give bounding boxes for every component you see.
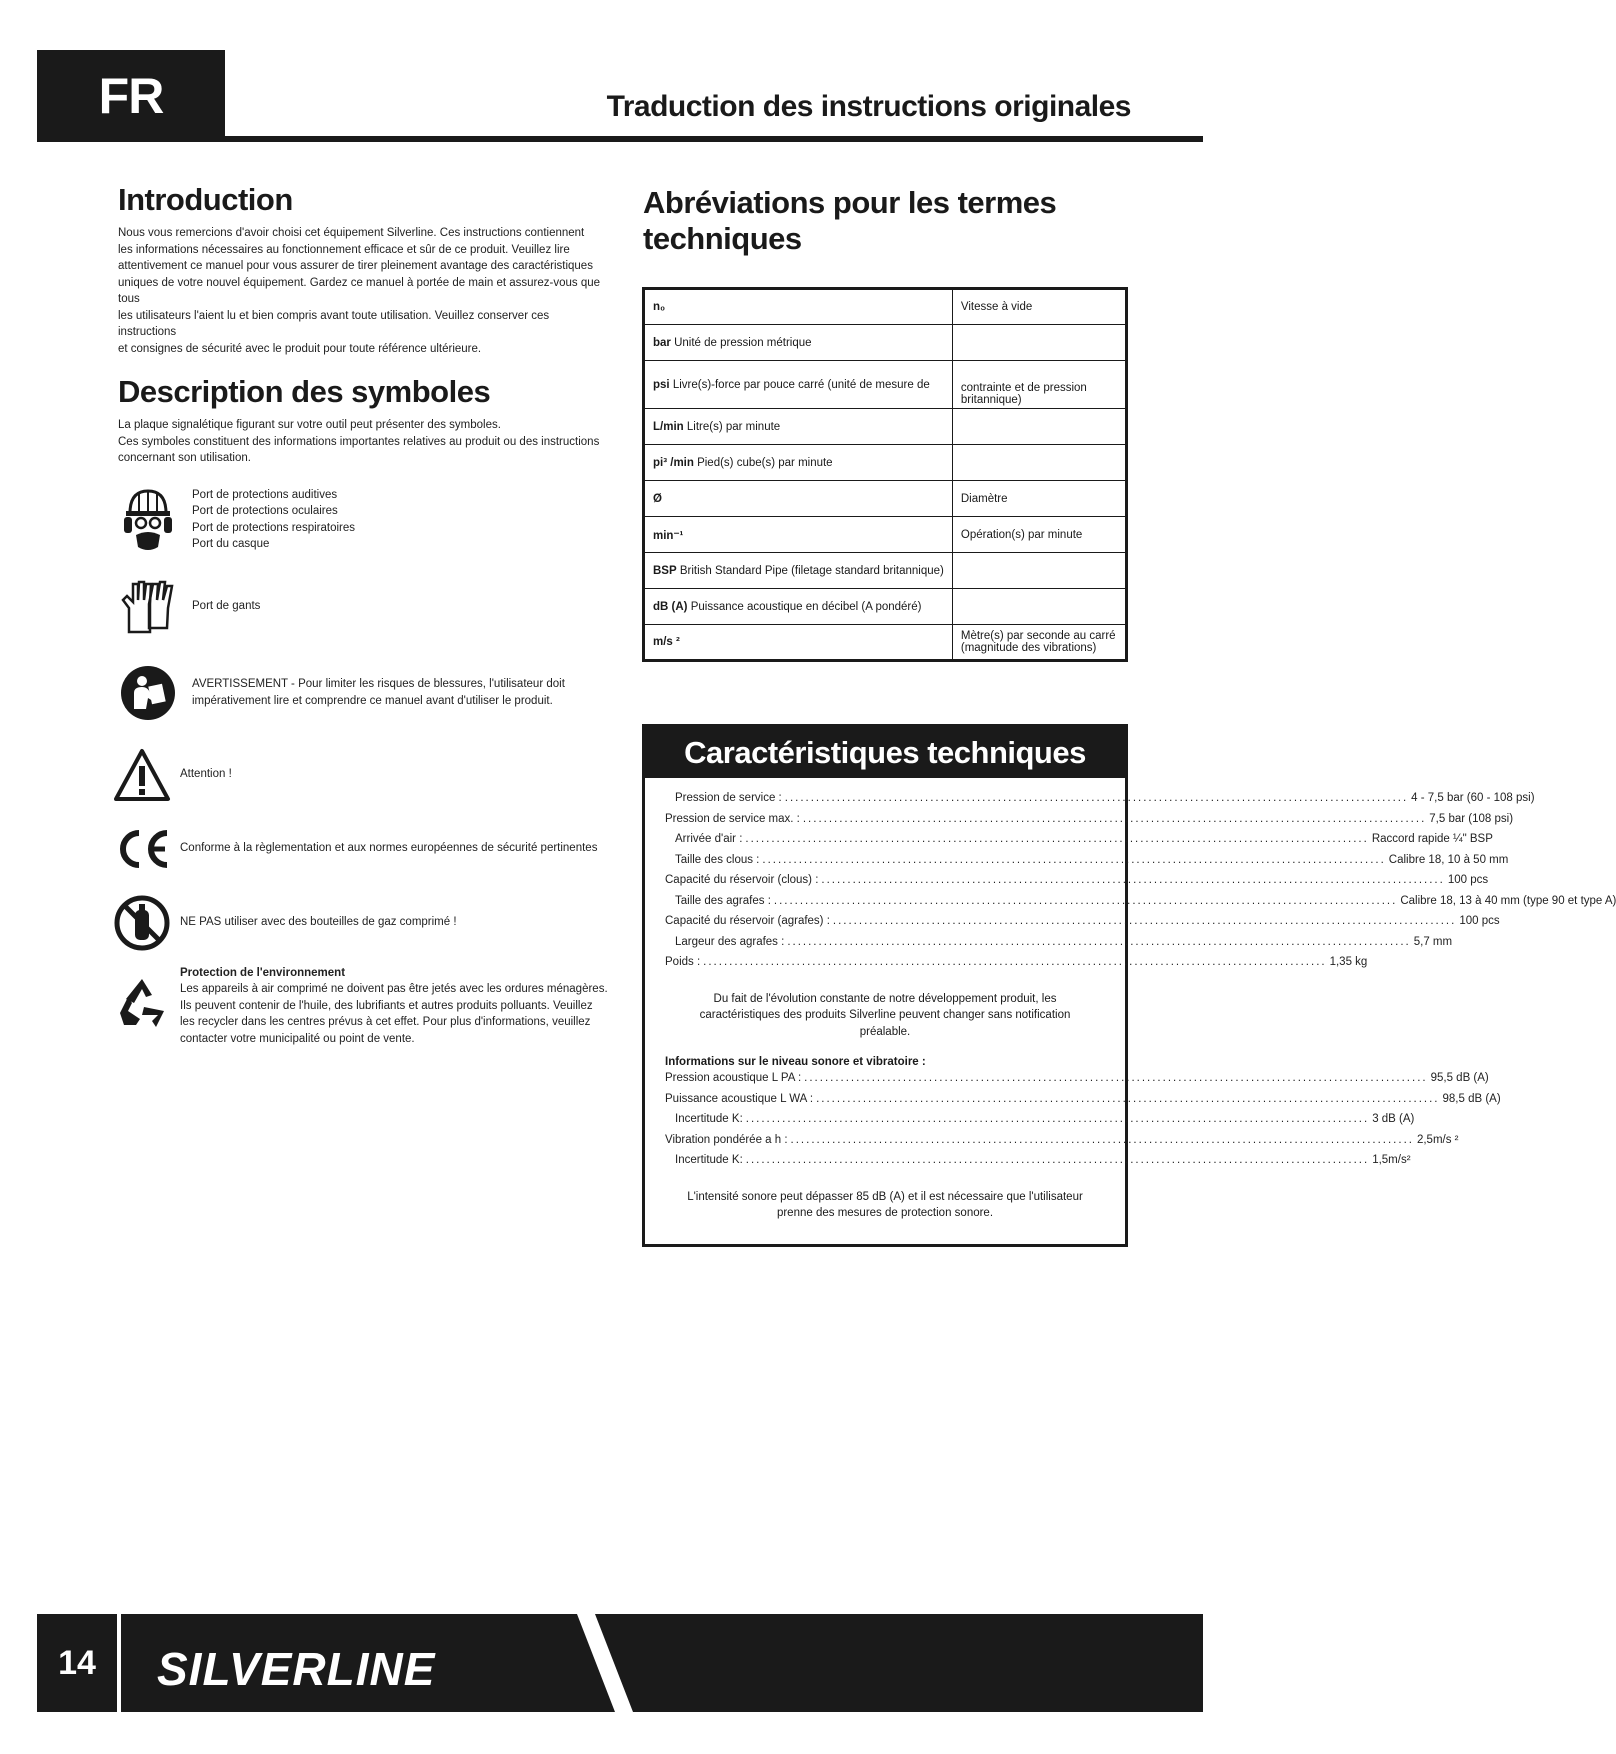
- text-line: les informations nécessaires au fonctionnement efficace et sûr de ce produit. Veuillez lire: [118, 243, 570, 256]
- introduction-text: [118, 225, 608, 357]
- no-gas-cylinder-icon: [112, 891, 172, 955]
- text-line: et consignes de sécurité avec le produit pour toute référence ultérieure.: [118, 342, 482, 355]
- symbol-ppe: [118, 487, 608, 553]
- text-line: Port de protections respiratoires: [192, 521, 355, 534]
- abbreviation-code: bar: [653, 336, 671, 349]
- text-line: prenne des mesures de protection sonore.: [776, 1207, 994, 1219]
- abbreviations-title: Abréviations pour les termes techniques: [643, 185, 1057, 256]
- abbreviation-desc-cell: [952, 589, 1126, 625]
- page-number: 14: [58, 1643, 96, 1682]
- spec-value: 5,7 mm: [1413, 935, 1453, 948]
- spec-label: Pression de service :: [675, 792, 782, 804]
- text-line: les utilisateurs l'aient lu et bien compris avant toute utilisation. Veuillez conserver ces instructions: [118, 309, 550, 339]
- abbreviation-desc-cell: Mètre(s) par seconde au carré (magnitude des vibrations): [952, 625, 1126, 661]
- abbreviation-inline-desc: Unité de pression métrique: [670, 336, 812, 349]
- abbreviation-inline-desc: Livre(s)-force par pouce carré (unité de mesure de: [669, 378, 930, 391]
- language-tab: FR: [37, 50, 225, 141]
- abbreviation-term-cell: [644, 361, 953, 409]
- abbreviation-row: [644, 445, 1127, 481]
- abbreviation-row: [644, 481, 1127, 517]
- symbol-gloves: [118, 575, 608, 639]
- symbol-ce: [112, 817, 608, 881]
- environment-text: [180, 965, 608, 1048]
- ppe-head-icon: [118, 488, 178, 552]
- spec-line: [665, 911, 1500, 932]
- spec-label: Puissance acoustique L WA :: [665, 1092, 814, 1105]
- spec-line: [665, 1068, 1489, 1089]
- brand-swoosh-icon: [537, 1614, 657, 1712]
- abbreviation-code: Ø: [653, 492, 662, 505]
- spec-line: [665, 952, 1368, 973]
- abbreviation-row: [644, 325, 1127, 361]
- footer-separator: [117, 1614, 121, 1712]
- text-line: AVERTISSEMENT - Pour limiter les risques de blessures, l'utilisateur doit: [192, 678, 565, 691]
- abbreviation-code: n₀: [653, 301, 666, 313]
- spec-label: Poids :: [665, 956, 701, 968]
- abbreviation-desc-cell: [952, 445, 1126, 481]
- footer-bar: [37, 1614, 1203, 1712]
- spec-line: [665, 1150, 1411, 1171]
- abbreviation-row: [644, 361, 1127, 409]
- leader-dots: ........................................................................................................................: [821, 874, 1445, 886]
- abbreviation-term-cell: [644, 517, 953, 553]
- sound-vibration-title: Informations sur le niveau sonore et vibratoire :: [665, 1056, 926, 1068]
- text-line: contacter votre municipalité ou point de vente.: [180, 1032, 415, 1045]
- text-line: Nous vous remercions d'avoir choisi cet équipement Silverline. Ces instructions contiennent: [118, 227, 585, 240]
- leader-dots: ........................................................................................................................: [784, 792, 1409, 804]
- text-line: Port de protections oculaires: [192, 505, 338, 518]
- spec-value: 1,35 kg: [1329, 956, 1368, 968]
- spec-value: 3 dB (A): [1372, 1113, 1415, 1125]
- text-line: Port de protections auditives: [192, 488, 338, 501]
- leader-dots: ........................................................................................................................: [832, 915, 1457, 927]
- spec-value: 4 - 7,5 bar (60 - 108 psi): [1411, 792, 1535, 804]
- ppe-text: [192, 487, 355, 553]
- abbreviation-desc-cell: contrainte et de pression britannique): [952, 361, 1126, 409]
- spec-line: [665, 829, 1493, 850]
- abbreviations-table: [642, 287, 1128, 662]
- spec-label: Pression de service max. :: [665, 812, 800, 825]
- text-line: Les appareils à air comprimé ne doivent pas être jetés avec les ordures ménagères.: [180, 983, 608, 996]
- symbol-environment: [112, 965, 608, 1048]
- abbreviation-desc-cell: [952, 325, 1126, 361]
- leader-dots: ........................................................................................................................: [804, 1072, 1428, 1084]
- spec-note: [665, 991, 1105, 1041]
- spec-line: [665, 891, 1616, 912]
- spec-line: [665, 1089, 1501, 1110]
- read-manual-icon: [118, 661, 178, 725]
- text-line: impérativement lire et comprendre ce manuel avant d'utiliser le produit.: [192, 694, 553, 707]
- gloves-text: Port de gants: [192, 600, 261, 613]
- abbreviation-inline-desc: Puissance acoustique en décibel (A pondéré): [687, 600, 922, 613]
- text-line: L'intensité sonore peut dépasser 85 dB (A) et il est nécessaire que l'utilisateur: [687, 1190, 1083, 1203]
- spec-line: [665, 1109, 1415, 1130]
- abbreviation-inline-desc: Litre(s) par minute: [683, 420, 781, 433]
- text-line: caractéristiques des produits Silverline peuvent changer sans notification préalable.: [699, 1009, 1071, 1038]
- abbreviation-row: [644, 409, 1127, 445]
- leader-dots: ........................................................................................................................: [787, 935, 1411, 948]
- text-line: Du fait de l'évolution constante de notre développement produit, les: [713, 992, 1057, 1005]
- abbreviation-desc-cell: [952, 409, 1126, 445]
- spec-label: Capacité du réservoir (clous) :: [665, 874, 819, 886]
- specifications-title: Caractéristiques techniques: [645, 727, 1125, 778]
- symbol-gas: [112, 891, 608, 955]
- spec-line: [665, 788, 1535, 809]
- abbreviation-row: [644, 625, 1127, 661]
- leader-dots: ........................................................................................................................: [762, 853, 1386, 866]
- spec-value: 7,5 bar (108 psi): [1429, 812, 1514, 825]
- text-line: attentivement ce manuel pour vous assurer de tirer pleinement avantage des caractéristiques: [118, 260, 593, 273]
- abbreviation-inline-desc: Pied(s) cube(s) par minute: [693, 456, 833, 469]
- spec-label: Taille des agrafes :: [675, 894, 771, 907]
- brand-logo: SILVERLINE: [157, 1643, 436, 1695]
- leader-dots: ........................................................................................................................: [745, 1154, 1370, 1166]
- text-line: La plaque signalétique figurant sur votre outil peut présenter des symboles.: [118, 419, 501, 432]
- ce-mark-icon: [112, 817, 172, 881]
- abbreviation-desc-cell: [952, 553, 1126, 589]
- abbreviation-term-cell: [644, 481, 953, 517]
- ce-text: Conforme à la règlementation et aux normes européennes de sécurité pertinentes: [180, 842, 598, 855]
- abbreviation-code: psi: [653, 378, 670, 391]
- abbreviation-code: L/min: [653, 420, 684, 433]
- text-line: concernant son utilisation.: [118, 452, 251, 465]
- leader-dots: ........................................................................................................................: [816, 1092, 1440, 1105]
- leader-dots: ........................................................................................................................: [703, 956, 1327, 968]
- spec-value: 1,5m/s²: [1372, 1154, 1411, 1166]
- spec-label: Capacité du réservoir (agrafes) :: [665, 915, 830, 927]
- gas-text: NE PAS utiliser avec des bouteilles de gaz comprimé !: [180, 916, 457, 929]
- abbreviation-code: m/s ²: [653, 636, 680, 648]
- symbols-text: [118, 417, 608, 467]
- symbol-attention: [112, 743, 608, 807]
- abbreviation-term-cell: [644, 289, 953, 325]
- abbreviation-code: BSP: [653, 564, 677, 577]
- abbreviation-code: min⁻¹: [653, 529, 684, 542]
- abbreviation-row: [644, 589, 1127, 625]
- abbreviation-term-cell: [644, 325, 953, 361]
- introduction-title: Introduction: [118, 182, 293, 217]
- spec-value: 2,5m/s ²: [1416, 1133, 1459, 1146]
- manual-text: [192, 676, 565, 709]
- left-column: [118, 183, 608, 1047]
- text-line: Ces symboles constituent des informations importantes relatives au produit ou des instructions: [118, 435, 600, 448]
- spec-value: Calibre 18, 10 à 50 mm: [1388, 853, 1509, 866]
- abbreviation-term-cell: [644, 409, 953, 445]
- recycle-icon: [112, 971, 172, 1035]
- text-line: Port du casque: [192, 538, 270, 551]
- abbreviation-term-cell: [644, 589, 953, 625]
- spec-value: 95,5 dB (A): [1430, 1072, 1489, 1084]
- abbreviation-desc-cell: Vitesse à vide: [952, 289, 1126, 325]
- text-line: les recycler dans les centres prévus à cet effet. Pour plus d'informations, veuillez: [180, 1016, 591, 1029]
- spec-label: Incertitude K:: [675, 1154, 743, 1166]
- page-header-title: Traduction des instructions originales: [606, 90, 1131, 123]
- specifications-box: [642, 724, 1616, 1247]
- gloves-icon: [118, 575, 178, 639]
- spec-line: [665, 1130, 1459, 1151]
- spec-label: Taille des clous :: [675, 853, 760, 866]
- abbreviation-term-cell: [644, 445, 953, 481]
- environment-title: Protection de l'environnement: [180, 966, 346, 979]
- abbreviation-desc-cell: Diamètre: [952, 481, 1126, 517]
- abbreviation-row: [644, 553, 1127, 589]
- attention-text: Attention !: [180, 768, 232, 781]
- spec-label: Largeur des agrafes :: [675, 935, 785, 948]
- leader-dots: ........................................................................................................................: [745, 1113, 1370, 1125]
- spec-label: Vibration pondérée a h :: [665, 1133, 788, 1146]
- spec-value: 100 pcs: [1459, 915, 1500, 927]
- spec-value: Raccord rapide ¼" BSP: [1371, 833, 1493, 845]
- leader-dots: ........................................................................................................................: [802, 812, 1427, 825]
- spec-value: Calibre 18, 13 à 40 mm (type 90 et type A): [1400, 894, 1616, 907]
- abbreviation-code: dB (A): [653, 600, 688, 613]
- spec-value: 98,5 dB (A): [1442, 1092, 1501, 1105]
- abbreviation-inline-desc: British Standard Pipe (filetage standard britannique): [676, 564, 944, 577]
- abbreviation-row: [644, 289, 1127, 325]
- header-rule: [37, 136, 1203, 142]
- sound-footnote: [665, 1189, 1105, 1222]
- text-line: uniques de votre nouvel équipement. Gardez ce manuel à portée de main et assurez-vous que tous: [118, 276, 601, 306]
- specifications-list: [645, 778, 1616, 1222]
- spec-line: [665, 932, 1453, 953]
- abbreviation-desc-cell: Opération(s) par minute: [952, 517, 1126, 553]
- text-line: Ils peuvent contenir de l'huile, des lubrifiants et autres produits polluants. Veuillez: [180, 999, 593, 1012]
- spec-label: Pression acoustique L PA :: [665, 1072, 802, 1084]
- spec-label: Incertitude K:: [675, 1113, 743, 1125]
- spec-line: [665, 870, 1489, 891]
- abbreviation-term-cell: [644, 553, 953, 589]
- leader-dots: ........................................................................................................................: [773, 894, 1398, 907]
- spec-line: [665, 850, 1509, 871]
- leader-dots: ........................................................................................................................: [790, 1133, 1414, 1146]
- symbol-manual: [118, 661, 608, 725]
- abbreviation-code: pi³ /min: [653, 456, 694, 469]
- abbreviation-row: [644, 517, 1127, 553]
- symbols-title: Description des symboles: [118, 374, 491, 410]
- leader-dots: ........................................................................................................................: [745, 833, 1369, 845]
- warning-triangle-icon: [112, 743, 172, 807]
- spec-line: [665, 809, 1514, 830]
- spec-label: Arrivée d'air :: [675, 833, 743, 845]
- abbreviation-term-cell: [644, 625, 953, 661]
- spec-value: 100 pcs: [1447, 874, 1489, 886]
